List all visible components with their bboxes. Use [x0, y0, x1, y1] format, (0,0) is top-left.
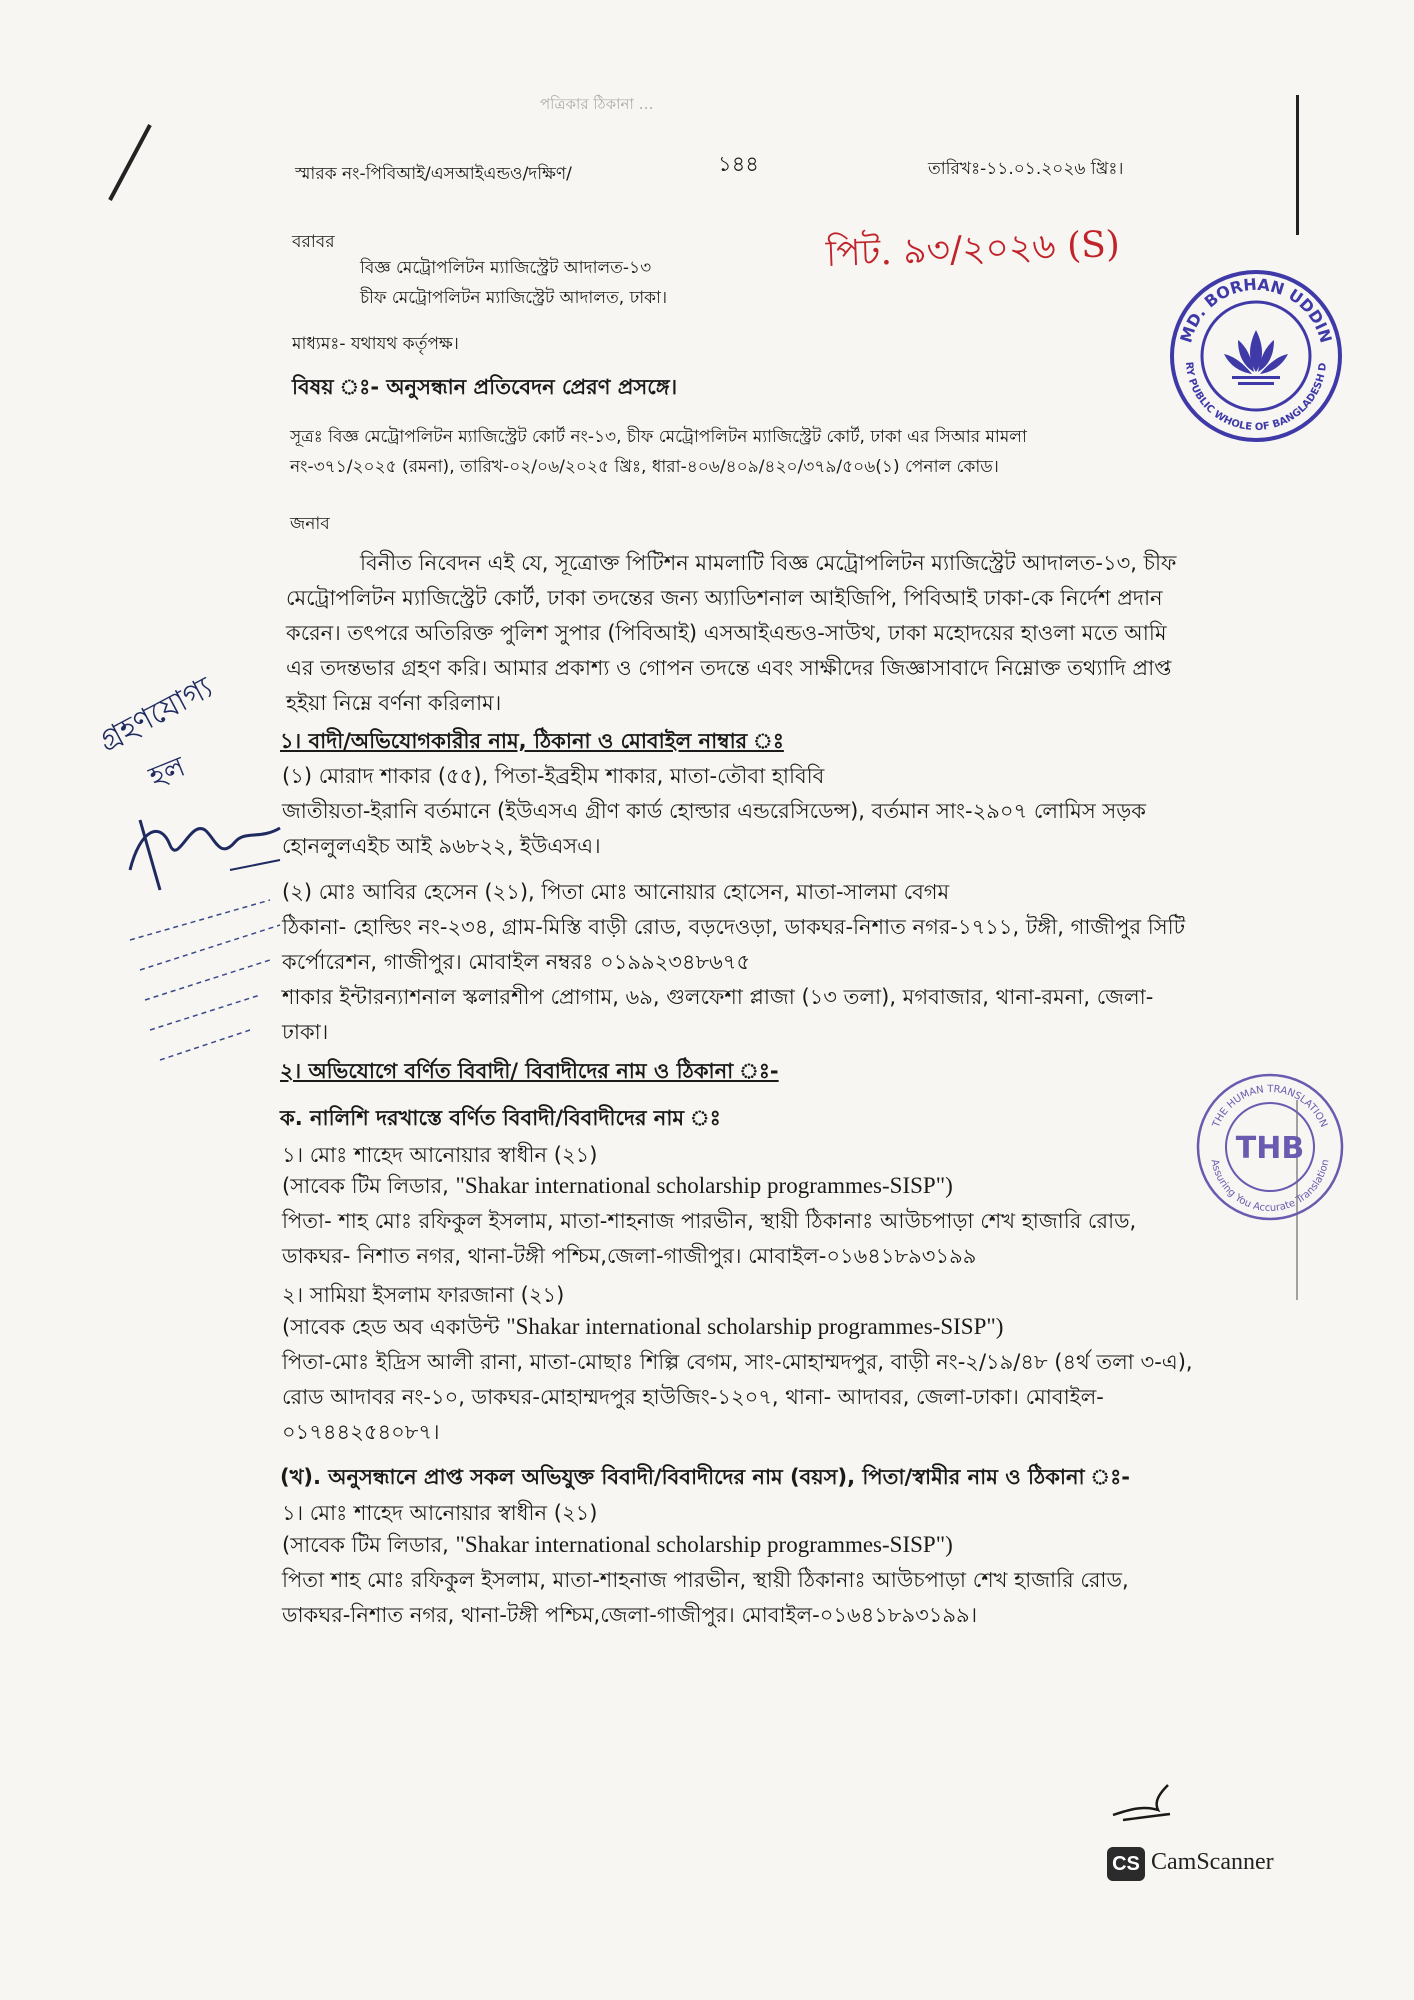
complainant-2-line: ঢাকা। [282, 1020, 329, 1044]
margin-note-accepted: গ্রহণযোগ্য [93, 670, 219, 759]
defendant-a2-address: রোড আদাবর নং-১০, ডাকঘর-মোহাম্মদপুর হাউজিং-১২০৭, থানা- আদাবর, জেলা-ঢাকা। মোবাইল- [282, 1385, 1104, 1409]
complainant-2-line: শাকার ইন্টারন্যাশনাল স্কলারশীপ প্রোগাম, ৬৯, গুলফেশা প্লাজা (১৩ তলা), মগবাজার, থানা-রমনা, জেলা- [282, 985, 1154, 1009]
camscanner-logo: CS [1107, 1847, 1145, 1881]
margin-scribbles [120, 900, 290, 1080]
role-text: (সাবেক হেড অব একাউন্ট [282, 1315, 507, 1339]
margin-signature [120, 790, 290, 900]
recipient-line-1: বিজ্ঞ মেট্রোপলিটন ম্যাজিস্ট্রেট আদালত-১৩ [360, 258, 652, 278]
defendant-a1-address: পিতা- শাহ মোঃ রফিকুল ইসলাম, মাতা-শাহনাজ পারভীন, স্থায়ী ঠিকানাঃ আউচপাড়া শেখ হাজারি রোড, [282, 1209, 1137, 1233]
defendant-b1-name: ১। মোঃ শাহেদ আনোয়ার স্বাধীন (২১) [282, 1501, 598, 1525]
section-2a-heading: ক. নালিশি দরখাস্তে বর্ণিত বিবাদী/বিবাদীদের নাম ঃ [280, 1106, 721, 1130]
organization-name: "Shakar international scholarship programmes-SISP") [455, 1532, 953, 1557]
defendant-b1-role [282, 1531, 953, 1559]
handwritten-reference: পিট. ৯৩/২০২৬ (S) [825, 223, 1121, 276]
via-line: মাধ্যমঃ- যথাযথ কর্তৃপক্ষ। [292, 334, 459, 354]
notary-name: MD. BORHAN UDDIN [1176, 274, 1336, 346]
complainant-1-line: হোনলুলএইচ আই ৯৬৮২২, ইউএসএ। [282, 834, 601, 858]
notary-subtitle: NOTARY PUBLIC WHOLE OF BANGLADESH DHAKA [1163, 260, 1330, 434]
reference-line-1: সূত্রঃ বিজ্ঞ মেট্রোপলিটন ম্যাজিস্ট্রেট কোর্ট নং-১৩, চীফ মেট্রোপলিটন ম্যাজিস্ট্রেট কোর্ট, ঢাকা এর সিআর মামলা [290, 427, 1027, 447]
defendant-a2-address: পিতা-মোঃ ইদ্রিস আলী রানা, মাতা-মোছাঃ শিল্পি বেগম, সাং-মোহাম্মদপুর, বাড়ী নং-২/১৯/৪৮ (৪র্থ তলা ৩-এ), [282, 1350, 1193, 1374]
defendant-a1-role [282, 1172, 953, 1200]
salutation: জনাব [290, 514, 330, 534]
translation-seal [1195, 1072, 1345, 1222]
svg-text:THE HUMAN TRANSLATION [1211, 1084, 1330, 1130]
organization-name: "Shakar international scholarship programmes-SISP") [506, 1314, 1004, 1339]
role-text: (সাবেক টিম লিডার, [282, 1174, 456, 1198]
recipient-line-2: চীফ মেট্রোপলিটন ম্যাজিস্ট্রেট আদালত, ঢাকা। [360, 288, 668, 308]
body-line: বিনীত নিবেদন এই যে, সূত্রোক্ত পিটিশন মামলাটি বিজ্ঞ মেট্রোপলিটন ম্যাজিস্ট্রেট আদালত-১৩, চীফ [360, 551, 1177, 575]
organization-name: "Shakar international scholarship programmes-SISP") [455, 1173, 953, 1198]
body-line: করেন। তৎপরে অতিরিক্ত পুলিশ সুপার (পিবিআই) এসআইএন্ডও-সাউথ, ঢাকা মহোদয়ের হাওলা মতে আমি [286, 621, 1167, 645]
complainant-1-line: জাতীয়তা-ইরানি বর্তমানে (ইউএসএ গ্রীণ কার্ড হোল্ডার এন্ডরেসিডেন্স), বর্তমান সাং-২৯০৭ লোমিস সড়ক [282, 799, 1146, 823]
faded-header-text: পত্রিকার ঠিকানা … [540, 95, 654, 113]
complainant-1-line: (১) মোরাদ শাকার (৫৫), পিতা-ইব্রহীম শাকার, মাতা-তৌবা হাবিবি [282, 764, 825, 788]
corner-mark [100, 120, 160, 210]
memo-label: স্মারক নং-পিবিআই/এসআইএন্ডও/দক্ষিণ/ [295, 164, 572, 184]
complainant-2-line: কর্পোরেশন, গাজীপুর। মোবাইল নম্বরঃ ০১৯৯২৩৪৮৬৭৫ [282, 950, 751, 974]
translation-seal-title: THE HUMAN TRANSLATION [1210, 1084, 1330, 1130]
margin-note-done: হল [144, 749, 190, 794]
defendant-b1-address: পিতা শাহ মোঃ রফিকুল ইসলাম, মাতা-শাহনাজ পারভীন, স্থায়ী ঠিকানাঃ আউচপাড়া শেখ হাজারি রোড, [282, 1568, 1129, 1592]
defendant-a1-address: ডাকঘর- নিশাত নগর, থানা-টঙ্গী পশ্চিম,জেলা-গাজীপুর। মোবাইল-০১৬৪১৮৯৩১৯৯ [282, 1244, 977, 1268]
memo-date: তারিখঃ-১১.০১.২০২৬ খ্রিঃ। [928, 159, 1124, 179]
body-line: হইয়া নিম্নে বর্ণনা করিলাম। [286, 691, 502, 715]
subject-line: বিষয় ঃ- অনুসন্ধান প্রতিবেদন প্রেরণ প্রসঙ্গে। [292, 375, 678, 399]
defendant-a2-role [282, 1313, 1003, 1341]
camscanner-label: CamScanner [1151, 1849, 1274, 1875]
water-lily-emblem [1224, 330, 1288, 385]
complainant-2-line: (২) মোঃ আবির হেসেন (২১), পিতা মোঃ আনোয়ার হোসেন, মাতা-সালমা বেগম [282, 880, 950, 904]
defendant-b1-address: ডাকঘর-নিশাত নগর, থানা-টঙ্গী পশ্চিম,জেলা-গাজীপুর। মোবাইল-০১৬৪১৮৯৩১৯৯। [282, 1603, 978, 1627]
reference-line-2: নং-৩৭১/২০২৫ (রমনা), তারিখ-০২/০৬/২০২৫ খ্রিঃ, ধারা-৪০৬/৪০৯/৪২০/৩৭৯/৫০৬(১) পেনাল কোড। [290, 457, 999, 477]
memo-number: ১৪৪ [718, 152, 759, 176]
bottom-signature [1108, 1780, 1178, 1830]
role-text: (সাবেক টিম লিডার, [282, 1533, 456, 1557]
to-label: বরাবর [292, 232, 335, 252]
page-edge-line [1296, 95, 1299, 235]
translation-seal-tagline: Assuring You Accurate Translation [1208, 1158, 1332, 1215]
section-2-heading: ২। অভিযোগে বর্ণিত বিবাদী/ বিবাদীদের নাম ও ঠিকানা ঃ- [280, 1059, 779, 1083]
defendant-a2-name: ২। সামিয়া ইসলাম ফারজানা (২১) [282, 1283, 565, 1307]
defendant-a1-name: ১। মোঃ শাহেদ আনোয়ার স্বাধীন (২১) [282, 1143, 598, 1167]
complainant-2-line: ঠিকানা- হোল্ডিং নং-২৩৪, গ্রাম-মিস্তি বাড়ী রোড, বড়দেওড়া, ডাকঘর-নিশাত নগর-১৭১১, টঙ্গী, গাজীপুর সিটি [282, 915, 1186, 939]
section-2b-heading: (খ). অনুসন্ধানে প্রাপ্ত সকল অভিযুক্ত বিবাদী/বিবাদীদের নাম (বয়স), পিতা/স্বামীর নাম ও ঠিকানা ঃ- [280, 1465, 1130, 1489]
body-line: মেট্রোপলিটন ম্যাজিস্ট্রেট কোর্ট, ঢাকা তদন্তের জন্য অ্যাডিশনাল আইজিপি, পিবিআই ঢাকা-কে নির্দেশ প্রদান [286, 586, 1163, 610]
translation-seal-logo: THB [1235, 1131, 1305, 1166]
defendant-a2-address: ০১৭৪৪২৫৪০৮৭। [282, 1420, 440, 1444]
section-1-heading: ১। বাদী/অভিযোগকারীর নাম, ঠিকানা ও মোবাইল নাম্বার ঃ [280, 729, 784, 753]
body-line: এর তদন্তভার গ্রহণ করি। আমার প্রকাশ্য ও গোপন তদন্তে এবং সাক্ষীদের জিজ্ঞাসাবাদে নিম্নোক্ত তথ্যাদি প্রাপ্ত [286, 656, 1172, 680]
notary-seal [1163, 260, 1344, 444]
